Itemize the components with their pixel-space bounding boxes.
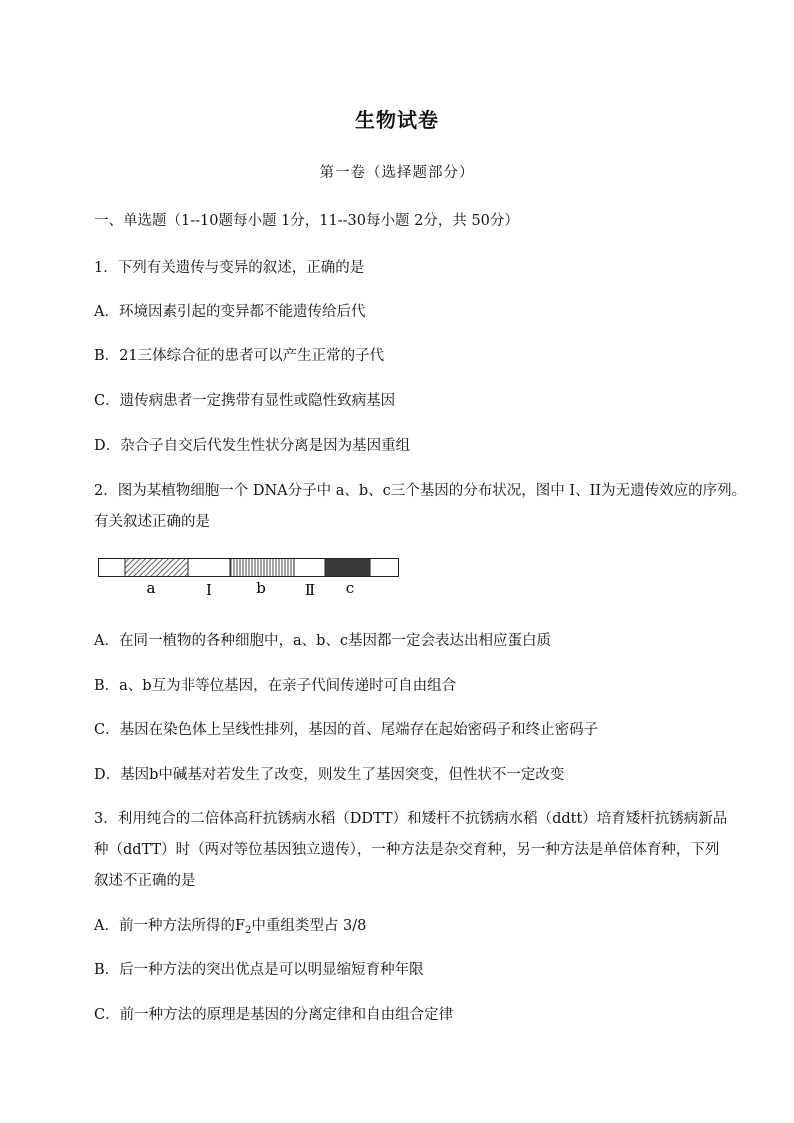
q1-option-a: A．环境因素引起的变异都不能遗传给后代 [94,304,366,320]
q2-option-b: B．a、b互为非等位基因，在亲子代间传递时可自由组合 [94,678,457,694]
gene-c-segment [325,559,370,577]
section-heading: 一、单选题（1--10题每小题 1分，11--30每小题 2分，共 50分） [94,213,519,229]
q1-option-c: C．遗传病患者一定携带有显性或隐性致病基因 [94,393,396,409]
q3-option-c: C．前一种方法的原理是基因的分离定律和自由组合定律 [94,1007,454,1023]
question-3-stem-line3: 叙述不正确的是 [94,873,196,889]
label-b: b [256,579,266,597]
label-I: I [206,581,212,599]
q1-option-d: D．杂合子自交后代发生性状分离是因为基因重组 [94,438,411,454]
gene-a-segment [125,559,188,577]
q2-option-a: A．在同一植物的各种细胞中，a、b、c基因都一定会表达出相应蛋白质 [94,633,552,649]
q2-option-c: C．基因在染色体上呈线性排列，基因的首、尾端存在起始密码子和终止密码子 [94,722,599,738]
label-c: c [345,579,355,597]
gene-b-segment [230,559,294,577]
q1-option-b: B．21三体综合征的患者可以产生正常的子代 [94,348,385,364]
page-title: 生物试卷 [355,108,439,132]
question-3-stem-line1: 3．利用纯合的二倍体高秆抗锈病水稻（DDTT）和矮杆不抗锈病水稻（ddtt）培育矮杆抗锈病新品 [94,811,728,827]
question-1-stem: 1．下列有关遗传与变异的叙述，正确的是 [94,260,365,276]
label-a: a [146,579,156,597]
question-2-stem-line2: 有关叙述正确的是 [94,514,210,530]
q2-option-d: D．基因b中碱基对若发生了改变，则发生了基因突变，但性状不一定改变 [94,767,565,783]
question-3-stem-line2: 种（ddTT）时（两对等位基因独立遗传），一种方法是杂交育种，另一种方法是单倍体育种，下列 [94,842,720,858]
q3-option-b: B．后一种方法的突出优点是可以明显缩短育种年限 [94,962,424,978]
label-II: Ⅱ [304,581,316,599]
dna-gene-diagram [98,555,400,601]
question-2-stem-line1: 2．图为某植物细胞一个 DNA分子中 a、b、c三个基因的分布状况，图中 I、II为无遗传效应的序列。 [94,483,747,499]
part-subtitle: 第一卷（选择题部分） [319,165,475,181]
q3-option-a: A．前一种方法所得的$F_2$中重组类型占 3/8 [94,918,367,936]
